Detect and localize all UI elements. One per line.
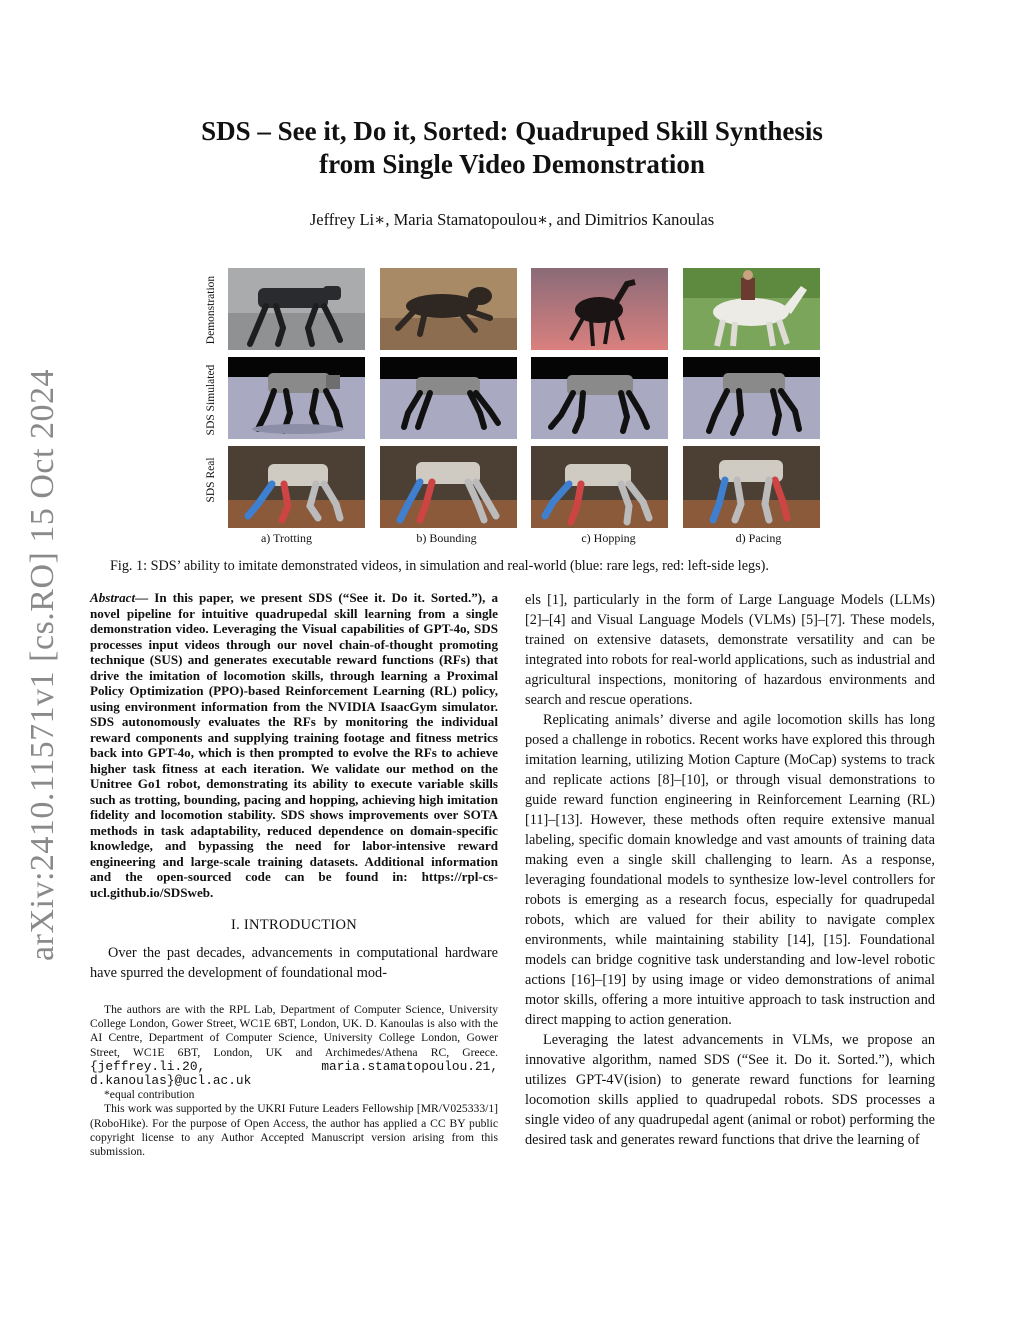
- sim-trotting-image: [228, 357, 365, 439]
- abstract-text: In this paper, we present SDS (“See it. Do it. Sorted.”), a novel pipeline for intuitive quadrupedal skill learning from a single demonstration video. Leveraging the Visual capabilities of GPT-4o, SDS processes input videos through our novel chain-of-thought promoting technique (SUS) and generates executable reward functions (RFs) that drive the imitation of locomotion skills, through learning a Proximal Policy Optimization (PPO)-based Reinforcement Learning (RL) policy, using environment information from the NVIDIA IsaacGym simulator. SDS autonomously evaluates the RFs by monitoring the individual reward components and supplying training footage and fitness metrics back into GPT-4o, which is then prompted to evolve the RFs to achieve higher task fitness at each iteration. We validate our method on the Unitree Go1 robot, demonstrating its ability to execute variable skills such as trotting, bounding, pacing and hopping, achieving high imitation fidelity and locomotion stability. SDS shows improvements over SOTA methods in task adaptability, reduced dependence on domain-specific knowledge, and bypassing the need for labor-intensive reward engineering and large-scale training datasets. Additional information and the open-sourced code can be found in: https://rpl-cs-ucl.github.io/SDSweb.: [90, 590, 498, 900]
- left-column: [90, 590, 498, 1159]
- demo-pacing-image: [683, 268, 820, 350]
- column-label-bounding: b) Bounding: [416, 531, 477, 545]
- author-emails: {jeffrey.li.20, maria.stamatopoulou.21, d.kanoulas}@ucl.ac.uk: [90, 1058, 498, 1089]
- footnote-affiliation: The authors are with the RPL Lab, Department of Computer Science, University College London, Gower Street, WC1E 6BT, London, UK. D. Kanoulas is also with the AI Centre, Department of Computer Science, University College London, Gower Street, WC1E 6BT, London, UK and Archimedes/Athena RC, Greece. {jeffrey.li.20, maria.stamatopoulou.21, d.kanoulas}@ucl.ac.uk: [90, 1003, 498, 1089]
- intro-paragraph-1-continued: els [1], particularly in the form of Large Language Models (LLMs) [2]–[4] and Visual Language Models (VLMs) [5]–[7]. These models, trained on extensive datasets, demonstrate versatility and can be integrated into robots for real-world applications, such as industrial and agricultural inspections, monitoring of hazardous environments and search and rescue operations.: [525, 592, 935, 708]
- sim-pacing-image: [683, 357, 820, 439]
- column-label-trotting: a) Trotting: [260, 531, 312, 545]
- real-hopping-image: [531, 446, 668, 528]
- demo-bounding-image: [380, 268, 517, 350]
- abstract-label: Abstract—: [90, 590, 149, 605]
- demo-hopping-image: [531, 268, 668, 350]
- real-bounding-image: [380, 446, 517, 528]
- row-label-sds-simulated: SDS Simulated: [205, 364, 217, 436]
- sim-hopping-image: [531, 357, 668, 439]
- intro-paragraph-2: Replicating animals’ diverse and agile locomotion skills has long posed a challenge in robotics. Recent works have explored this through imitation learning, utilizing Motion Capture (MoCap) systems to track and replicate actions [8]–[10], or through visual demonstrations to guide reward function engineering in Reinforcement Learning (RL) [11]–[13]. However, these methods often require extensive manual labeling, specific domain knowledge and vast amounts of training data making even a single skill challenging to learn. As a response, leveraging foundational models to synthesize low-level controllers for robots is emerging as a research focus, especially for quadrupedal robots, which are valued for their ability to navigate complex environments, while maintaining stability [14], [15]. Foundational models can bridge cognitive task understanding and low-level robotic actions [16]–[19] by using image or video demonstrations of animal motor skills, offering a more intuitive approach to task instruction and direct mapping to action generation.: [525, 712, 935, 1028]
- title-line-2: from Single Video Demonstration: [319, 149, 705, 179]
- section-heading-introduction: I. INTRODUCTION: [230, 917, 358, 933]
- column-label-pacing: d) Pacing: [735, 531, 782, 545]
- footnotes: [90, 1003, 498, 1159]
- arxiv-id: arXiv:2410.11571v1 [cs.RO] 15 Oct 2024: [24, 369, 61, 961]
- author-list: Jeffrey Li∗, Maria Stamatopoulou∗, and Dimitrios Kanoulas: [309, 210, 715, 229]
- real-trotting-image: [228, 446, 365, 528]
- row-label-demonstration: Demonstration: [205, 275, 217, 345]
- demo-trotting-image: [228, 268, 365, 350]
- figure-1: [0, 0, 1024, 560]
- footnote-equal-contribution: *equal contribution: [104, 1088, 195, 1102]
- right-column: [525, 590, 935, 1150]
- column-label-hopping: c) Hopping: [581, 531, 636, 545]
- intro-paragraph-3: Leveraging the latest advancements in VLMs, we propose an innovative algorithm, named SDS (“See it. Do it. Sorted.”), which utilizes GPT-4V(ision) to generate reward functions for learning locomotion skills applied to quadrupedal robots. SDS processes a single video of any quadrupedal agent (animal or robot) performing the desired task and generates reward functions that drive the learning of: [525, 1032, 935, 1148]
- intro-paragraph-1-start: Over the past decades, advancements in computational hardware have spurred the development of foundational mod-: [90, 945, 498, 981]
- abstract: [90, 590, 498, 900]
- footnote-funding: This work was supported by the UKRI Future Leaders Fellowship [MR/V025333/1] (RoboHike). For the purpose of Open Access, the author has applied a CC BY public copyright license to any Author Accepted Manuscript version arising from this submission.: [90, 1102, 498, 1159]
- row-label-sds-real: SDS Real: [205, 457, 217, 503]
- title-line-1: SDS – See it, Do it, Sorted: Quadruped Skill Synthesis: [201, 116, 823, 146]
- real-pacing-image: [683, 446, 820, 528]
- sim-bounding-image: [380, 357, 517, 439]
- figure-caption: Fig. 1: SDS’ ability to imitate demonstrated videos, in simulation and real-world (blue: rare legs, red: left-side legs).: [110, 558, 769, 574]
